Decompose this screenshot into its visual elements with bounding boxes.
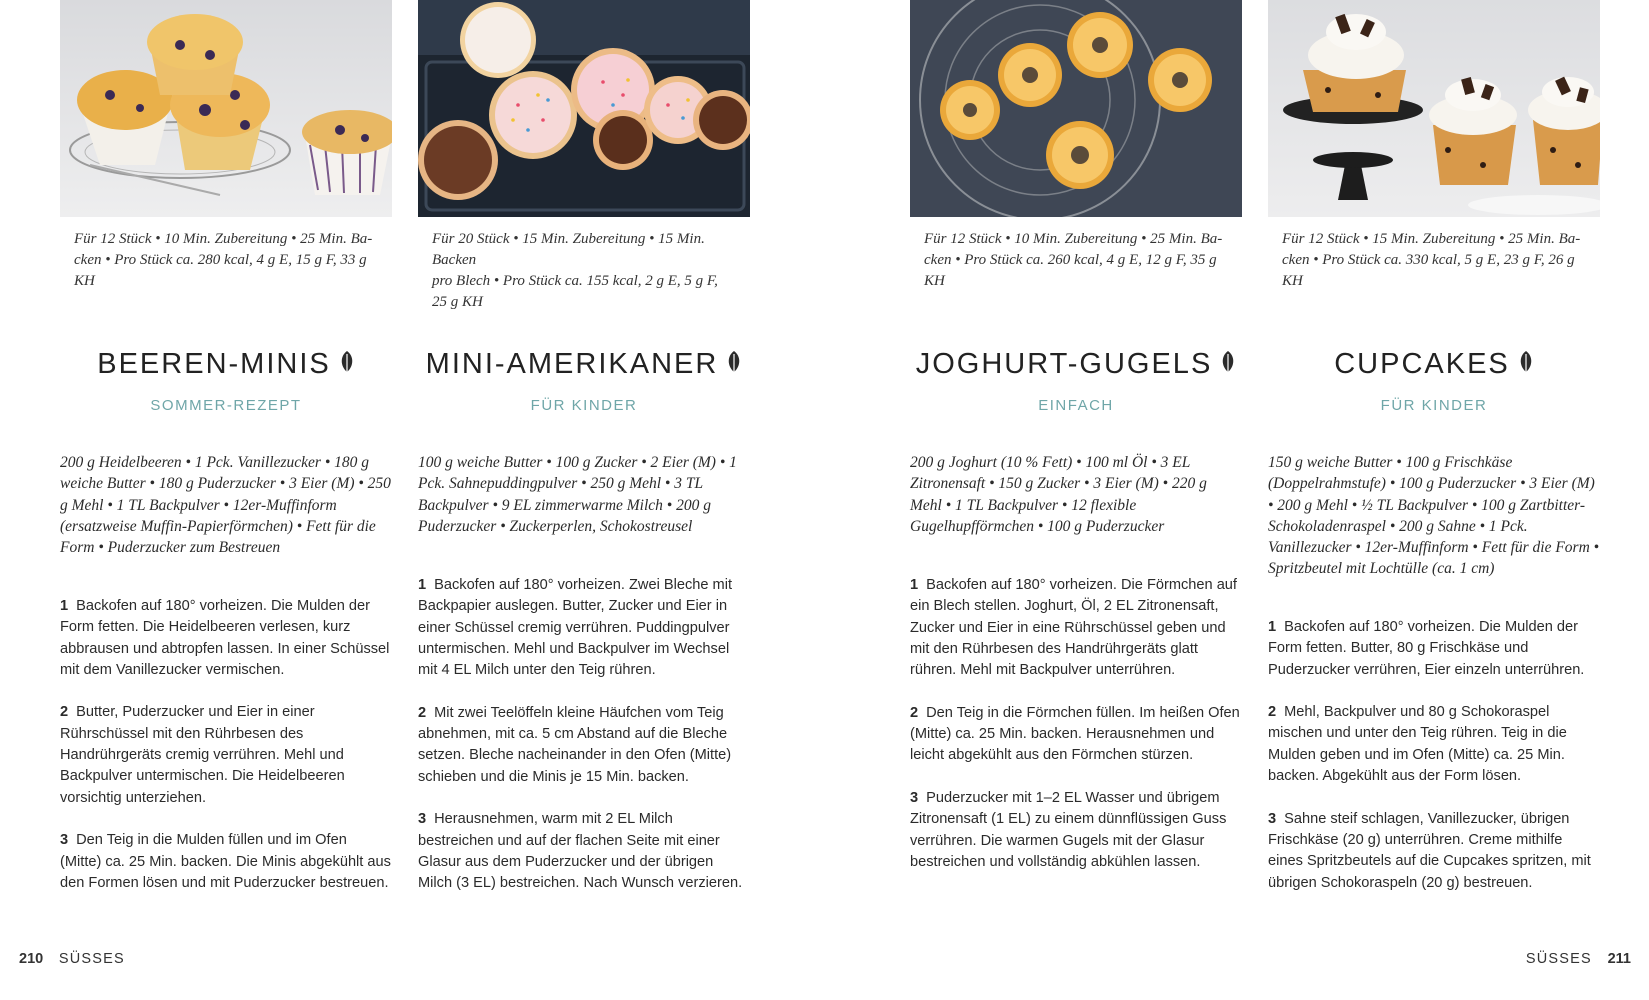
recipe-subtitle: SOMMER-REZEPT [150, 397, 302, 414]
step-number: 1 [1268, 619, 1277, 635]
recipe-meta [1268, 229, 1600, 292]
step-1 [60, 596, 392, 681]
step-2 [1268, 702, 1600, 787]
step-text: Sahne steif schlagen, Vanillezucker, übrigen Frischkäse (20 g) unterrühren. Creme mithilfe eines Spritzbeutels auf die Cupcakes spritzen, mit übrigen Schokoraspeln (20 g) bestreuen. [1268, 810, 1591, 891]
step-number: 3 [418, 811, 427, 828]
step-number: 2 [418, 704, 427, 721]
step-number: 2 [1268, 704, 1277, 721]
ingredients-list: 200 g Joghurt (10 % Fett) • 100 ml Öl • 3 EL Zitronensaft • 150 g Zucker • 3 Eier (M) • 220 g Mehl • 1 TL Backpulver • 12 flexible Gugelhupfförmchen • 100 g Puderzucker [910, 454, 1207, 535]
recipe-meta-line2: cken • Pro Stück ca. 260 kcal, 4 g E, 12 g F, 35 g KH [924, 252, 1217, 289]
step-3 [60, 830, 392, 894]
recipe-subtitle: FÜR KINDER [530, 397, 638, 414]
step-text: Den Teig in die Mulden füllen und im Ofen (Mitte) ca. 25 Min. backen. Die Minis abgekühlt aus den Formen lösen und mit Puderzucker bestreuen. [60, 832, 391, 891]
recipe-meta-line1: Für 20 Stück • 15 Min. Zubereitung • 15 Min. Backen [432, 231, 705, 268]
step-number: 3 [910, 789, 919, 806]
step-text: Herausnehmen, warm mit 2 EL Milch bestreichen und auf der flachen Seite mit einer Glasur aus dem Puderzucker und der übrigen Milch (3 EL) bestreichen. Nach Wunsch verzieren. [418, 811, 743, 892]
leaf-icon [339, 350, 355, 374]
step-text: Backofen auf 180° vorheizen. Zwei Bleche mit Backpapier auslegen. Butter, Zucker und Eier in einer Schüssel cremig verrühren. Puddingpulver untermischen. Mehl und Backpulver im Wechsel mit 4 EL Milch unter den Teig rühren. [418, 577, 732, 679]
step-text: Den Teig in die Förmchen füllen. Im heißen Ofen (Mitte) ca. 25 Min. backen. Herausnehmen und leicht abgekühlt aus den Förmchen stürzen. [910, 704, 1240, 764]
recipe-meta-line2: pro Blech • Pro Stück ca. 155 kcal, 2 g E, 5 g F, 25 g KH [432, 273, 718, 310]
recipe-meta-line2: cken • Pro Stück ca. 280 kcal, 4 g E, 15 g F, 33 g KH [74, 252, 367, 289]
steps-list [910, 575, 1242, 894]
step-1 [418, 575, 750, 681]
step-3 [1268, 809, 1600, 894]
step-number: 3 [1268, 810, 1277, 827]
cupcakes-photo [1268, 0, 1600, 217]
step-number: 1 [60, 598, 69, 614]
step-3 [418, 809, 750, 894]
step-number: 3 [60, 832, 69, 849]
step-text: Puderzucker mit 1–2 EL Wasser und übrigem Zitronensaft (1 EL) zu einem dünnflüssigen Guss verrühren. Die warmen Gugels mit der Glasur bestreichen und vollständig abkühlen lassen. [910, 789, 1227, 870]
step-number: 2 [910, 704, 919, 721]
page-number-left: 210 [19, 951, 44, 967]
step-1 [910, 575, 1242, 681]
ingredients-list: 150 g weiche Butter • 100 g Frischkäse (Doppelrahmstufe) • 100 g Puderzucker • 3 Eier (M) • 200 g Mehl • ½ TL Backpulver • 100 g Zartbitter-Schokoladenraspel • 200 g Sahne • 1 Pck. Vanillezucker • 12er-Muffinform • Fett für die Form • Spritzbeutel mit Lochtülle (ca. 1 cm) [1268, 454, 1600, 578]
recipe-meta [60, 229, 392, 292]
footer-right [1526, 951, 1631, 967]
leaf-icon [1220, 350, 1236, 374]
step-2 [910, 703, 1242, 767]
step-1 [1268, 617, 1600, 681]
step-text: Backofen auf 180° vorheizen. Die Mulden der Form fetten. Butter, 80 g Frischkäse und Puderzucker verrühren, Eier einzeln unterrühren. [1268, 619, 1585, 678]
recipe-meta [418, 229, 750, 313]
recipe-mini-amerikaner [418, 0, 750, 892]
section-label-right: SÜSSES [1525, 951, 1592, 967]
step-text: Backofen auf 180° vorheizen. Die Mulden der Form fetten. Die Heidelbeeren verlesen, kurz abbrausen und abtropfen lassen. In einer Schüssel mit dem Vanillezucker vermischen. [60, 598, 390, 678]
recipe-meta-line1: Für 12 Stück • 10 Min. Zubereitung • 25 Min. Ba- [924, 231, 1223, 247]
ingredients-list: 200 g Heidelbeeren • 1 Pck. Vanillezucker • 180 g weiche Butter • 180 g Puderzucker • 3 Eier (M) • 250 g Mehl • 1 TL Backpulver • 12er-Muffinform (ersatzweise Muffin-Papierförmchen) • Fett für die Form • Puderzucker zum Bestreuen [60, 454, 391, 557]
steps-list [1268, 617, 1600, 915]
recipe-meta-line2: cken • Pro Stück ca. 330 kcal, 5 g E, 23 g F, 26 g KH [1282, 252, 1575, 289]
recipe-meta [910, 229, 1242, 292]
recipe-beeren-minis [60, 0, 392, 891]
leaf-icon [1518, 350, 1534, 374]
footer-left [19, 951, 125, 967]
step-3 [910, 788, 1242, 873]
joghurt-gugels-photo [910, 0, 1242, 217]
step-text: Backofen auf 180° vorheizen. Die Förmchen auf ein Blech stellen. Joghurt, Öl, 2 EL Zitronensaft, Zucker und Eier in eine Rührschüssel geben und mit den Rührbesen des Handrührgeräts glatt rühren. Mehl mit Backpulver unterrühren. [910, 577, 1237, 679]
leaf-icon [726, 350, 742, 374]
recipe-title-text: JOGHURT-GUGELS [915, 348, 1213, 380]
section-label-left: SÜSSES [58, 951, 125, 967]
step-2 [60, 702, 392, 808]
step-text: Butter, Puderzucker und Eier in einer Rührschüssel mit den Rührbesen des Handrührgeräts cremig verrühren. Mehl und Backpulver untermischen. Die Heidelbeeren vorsichtig unterziehen. [60, 704, 345, 806]
step-text: Mit zwei Teelöffeln kleine Häufchen vom Teig abnehmen, mit ca. 5 cm Abstand auf die Bleche setzen. Bleche nacheinander in den Ofen (Mitte) schieben und die Minis je 15 Min. backen. [418, 704, 732, 785]
page-number-right: 211 [1607, 951, 1631, 967]
step-number: 1 [418, 577, 427, 593]
mini-amerikaner-photo [418, 0, 750, 217]
recipe-title [60, 348, 392, 381]
recipe-subtitle: FÜR KINDER [1380, 397, 1488, 414]
recipe-title-text: BEEREN-MINIS [97, 348, 331, 380]
recipe-subtitle: EINFACH [1038, 397, 1114, 414]
recipe-joghurt-gugels [910, 0, 1242, 870]
steps-list [418, 575, 750, 916]
recipe-title [1268, 348, 1600, 381]
steps-list [60, 596, 392, 915]
recipe-meta-line1: Für 12 Stück • 15 Min. Zubereitung • 25 Min. Ba- [1282, 231, 1581, 247]
recipe-title-text: MINI-AMERIKANER [425, 348, 719, 380]
blueberry-muffins-photo [60, 0, 392, 217]
step-2 [418, 703, 750, 788]
recipe-title [910, 348, 1242, 381]
step-text: Mehl, Backpulver und 80 g Schokoraspel mischen und unter den Teig rühren. Teig in die Mulden geben und im Ofen (Mitte) ca. 25 Min. backen. Abgekühlt aus der Form lösen. [1268, 704, 1567, 785]
recipe-title-text: CUPCAKES [1334, 348, 1510, 380]
step-number: 2 [60, 704, 69, 721]
recipe-cupcakes [1268, 0, 1600, 891]
step-number: 1 [910, 577, 919, 593]
recipe-meta-line1: Für 12 Stück • 10 Min. Zubereitung • 25 Min. Ba- [74, 231, 373, 247]
ingredients-list: 100 g weiche Butter • 100 g Zucker • 2 Eier (M) • 1 Pck. Sahnepuddingpulver • 250 g Mehl • 3 TL Backpulver • 9 EL zimmerwarme Milch • 200 g Puderzucker • Zuckerperlen, Schokostreusel [418, 454, 737, 535]
recipe-title [418, 348, 750, 381]
